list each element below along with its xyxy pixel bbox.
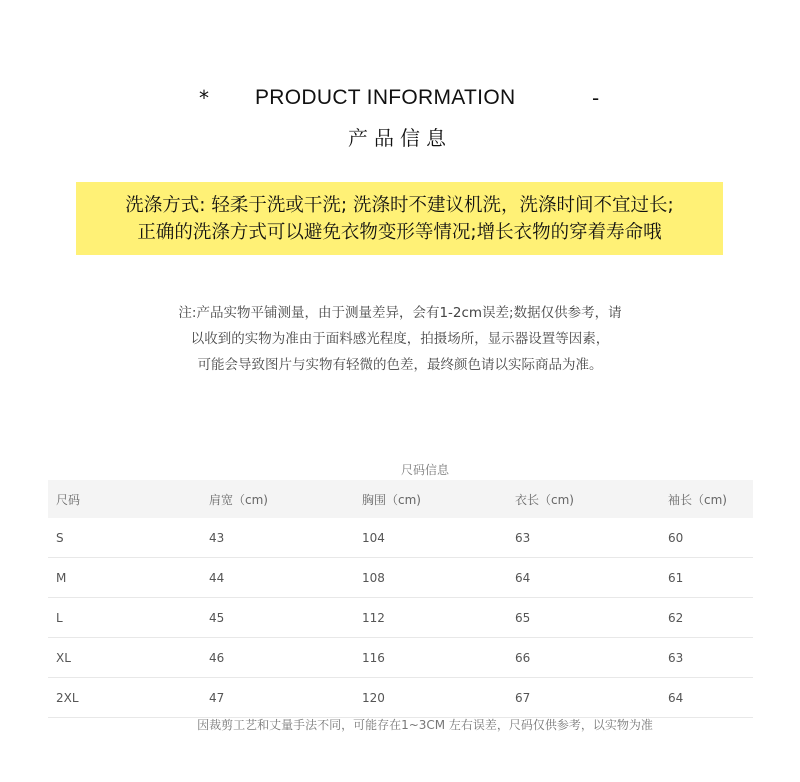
cell-shoulder: 43: [201, 518, 354, 558]
washing-line-2: 正确的洗涤方式可以避免衣物变形等情况;增长衣物的穿着寿命哦: [137, 222, 662, 243]
header: [0, 86, 800, 116]
cell-size: 2XL: [48, 678, 201, 718]
cell-size: XL: [48, 638, 201, 678]
cell-sleeve: 63: [660, 638, 753, 678]
note-line-1: 注:产品实物平铺测量，由于测量差异，会有1-2cm误差;数据仅供参考，请: [178, 305, 622, 321]
note-line-2: 以收到的实物为准由于面料感光程度，拍摄场所，显示器设置等因素，: [190, 331, 610, 347]
cell-length: 67: [507, 678, 660, 718]
washing-instructions: [76, 182, 723, 255]
washing-line-1: 洗涤方式: 轻柔于洗或干洗; 洗涤时不建议机洗，洗涤时间不宜过长;: [125, 195, 674, 216]
cell-length: 63: [507, 518, 660, 558]
star-mark: *: [199, 86, 209, 110]
note-line-3: 可能会导致图片与实物有轻微的色差，最终颜色请以实际商品为准。: [197, 357, 603, 373]
cell-length: 65: [507, 598, 660, 638]
cell-chest: 104: [354, 518, 507, 558]
size-table-title: 尺码信息: [400, 463, 449, 477]
table-row: [48, 678, 753, 718]
table-row: [48, 518, 753, 558]
cell-chest: 116: [354, 638, 507, 678]
cell-size: M: [48, 558, 201, 598]
cell-shoulder: 45: [201, 598, 354, 638]
table-header-row: [48, 480, 753, 518]
header-size: 尺码: [48, 480, 201, 518]
cell-sleeve: 61: [660, 558, 753, 598]
cell-size: S: [48, 518, 201, 558]
table-row: [48, 598, 753, 638]
cell-chest: 120: [354, 678, 507, 718]
size-table: [48, 480, 753, 718]
header-chest: 胸围（cm): [354, 480, 507, 518]
cell-sleeve: 62: [660, 598, 753, 638]
cell-sleeve: 60: [660, 518, 753, 558]
cell-length: 66: [507, 638, 660, 678]
cell-shoulder: 47: [201, 678, 354, 718]
cell-shoulder: 46: [201, 638, 354, 678]
header-length: 衣长（cm): [507, 480, 660, 518]
page-title-en: PRODUCT INFORMATION: [255, 86, 516, 109]
table-row: [48, 638, 753, 678]
cell-size: L: [48, 598, 201, 638]
dash-mark: -: [592, 86, 600, 110]
cell-sleeve: 64: [660, 678, 753, 718]
cell-chest: 112: [354, 598, 507, 638]
page-title-cn: 产品信息: [348, 126, 452, 150]
measurement-note: [0, 300, 800, 378]
table-row: [48, 558, 753, 598]
cell-chest: 108: [354, 558, 507, 598]
header-shoulder: 肩宽（cm): [201, 480, 354, 518]
header-sleeve: 袖长（cm): [660, 480, 753, 518]
cell-shoulder: 44: [201, 558, 354, 598]
cell-length: 64: [507, 558, 660, 598]
size-footnote: 因裁剪工艺和丈量手法不同，可能存在1~3CM 左右误差，尺码仅供参考，以实物为准: [197, 718, 653, 732]
